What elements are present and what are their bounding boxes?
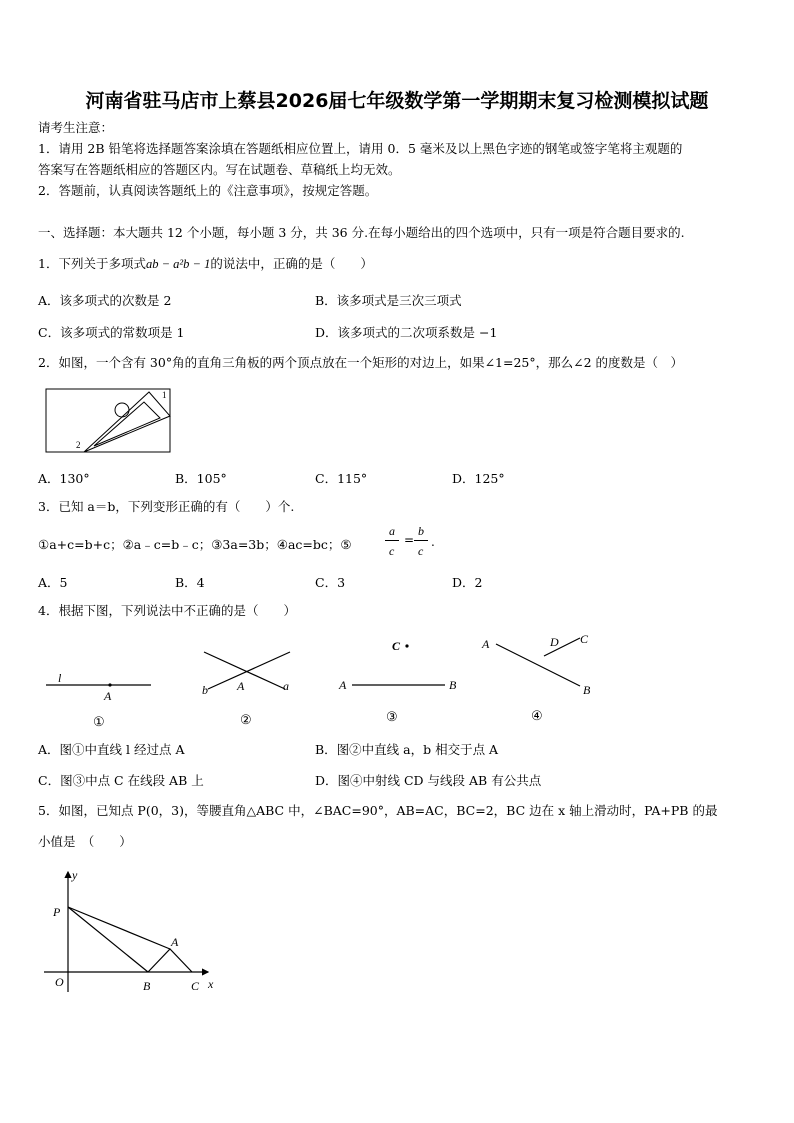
notice-line-1a: 1．请用 2B 铅笔将选择题答案涂填在答题纸相应位置上，请用 0．5 毫米及以上黑色字迹的钢笔或签字笔将主观题的 — [38, 141, 683, 156]
q3-items: ①a+c=b+c；②a﹣c=b﹣c；③3a=3b；④ac=bc；⑤ — [38, 537, 352, 552]
q4-option-b: B．图②中直线 a，b 相交于点 A — [315, 742, 499, 757]
q3-option-b: B．4 — [175, 575, 205, 590]
notice-line-2: 2．答题前，认真阅读答题纸上的《注意事项》，按规定答题。 — [38, 183, 378, 198]
fig2-line-a — [204, 652, 285, 689]
q2-figure — [44, 386, 174, 456]
angle-1-label: 1 — [162, 390, 167, 400]
q2-option-b: B．105° — [175, 471, 227, 486]
fig1-point-a — [108, 683, 111, 686]
fig4-label-b: B — [583, 683, 591, 697]
q5-figure — [44, 866, 234, 998]
segment-pa — [68, 907, 170, 949]
q2-option-a: A．130° — [38, 471, 90, 486]
fig3-point-c — [405, 644, 408, 647]
fig4-segment-ab — [496, 644, 580, 686]
label-y: y — [72, 868, 78, 882]
fig2-label-a-point: A — [237, 679, 245, 693]
ruler-hole — [115, 403, 129, 417]
q4-option-d: D．图④中射线 CD 与线段 AB 有公共点 — [315, 773, 542, 788]
q4-stem: 4．根据下图，下列说法中不正确的是（ ） — [38, 603, 296, 618]
fig2-label-b: b — [202, 683, 208, 697]
fig1-label-l: l — [58, 671, 62, 685]
q1-stem: 1．下列关于多项式ab − a²b − 1的说法中，正确的是（ ） — [38, 256, 373, 271]
fig1-number: ① — [93, 714, 105, 729]
q3-option-a: A．5 — [38, 575, 68, 590]
fig3-number: ③ — [386, 709, 398, 724]
triangle-abc — [148, 949, 192, 972]
q1-expression: ab − a²b − 1 — [145, 257, 211, 271]
q1-option-a: A．该多项式的次数是 2 — [38, 293, 172, 308]
label-b: B — [143, 979, 151, 993]
q4-option-c: C．图③中点 C 在线段 AB 上 — [38, 773, 204, 788]
fig4-label-a: A — [482, 637, 490, 651]
fig3-label-a: A — [339, 678, 347, 692]
fig4-number: ④ — [531, 708, 543, 723]
q2-stem: 2．如图，一个含有 30°角的直角三角板的两个顶点放在一个矩形的对边上，如果∠1=25°，那么∠2 的度数是（ ） — [38, 355, 684, 370]
q1-option-d: D．该多项式的二次项系数是 −1 — [315, 325, 498, 340]
angle-2-label: 2 — [76, 440, 81, 450]
notice-heading: 请考生注意： — [38, 120, 114, 135]
q3-option-c: C．3 — [315, 575, 346, 590]
label-x: x — [208, 977, 214, 991]
fig3-label-b: B — [449, 678, 457, 692]
page-title: 河南省驻马店市上蔡县2026届七年级数学第一学期期末复习检测模拟试题 — [85, 90, 709, 112]
fig2-line-b — [208, 652, 290, 689]
q3-option-d: D．2 — [452, 575, 483, 590]
q5-stem-line-1: 5．如图，已知点 P(0，3)，等腰直角△ABC 中，∠BAC=90°，AB=AC，BC=2，BC 边在 x 轴上滑动时，PA+PB 的最 — [38, 803, 718, 818]
rectangle — [46, 389, 170, 452]
fig3-label-c: C — [392, 639, 401, 653]
fig2-number: ② — [240, 712, 252, 727]
q2-option-d: D．125° — [452, 471, 505, 486]
q3-stem: 3．已知 a＝b，下列变形正确的有（ ）个. — [38, 499, 295, 514]
label-p: P — [53, 905, 61, 919]
q1-option-c: C．该多项式的常数项是 1 — [38, 325, 185, 340]
fig2-label-a-line: a — [283, 679, 289, 693]
fraction-bar-1 — [385, 540, 399, 541]
fraction-bar-2 — [414, 540, 428, 541]
label-a: A — [171, 935, 179, 949]
fig4-label-c: C — [580, 632, 589, 646]
q4-figures — [40, 630, 610, 734]
q5-stem-line-2: 小值是 （ ） — [38, 834, 132, 849]
q2-option-c: C．115° — [315, 471, 368, 486]
fig4-label-d: D — [550, 635, 559, 649]
section-heading: 一、选择题：本大题共 12 个小题，每小题 3 分，共 36 分.在每小题给出的四个选项中，只有一项是符合题目要求的. — [38, 225, 685, 240]
segment-pb — [68, 907, 148, 972]
label-o: O — [55, 975, 64, 989]
label-c: C — [191, 979, 200, 993]
notice-line-1b: 答案写在答题纸相应的答题区内。写在试题卷、草稿纸上均无效。 — [38, 162, 401, 177]
q4-option-a: A．图①中直线 l 经过点 A — [38, 742, 185, 757]
q1-option-b: B．该多项式是三次三项式 — [315, 293, 462, 308]
fig1-label-a: A — [104, 689, 112, 703]
